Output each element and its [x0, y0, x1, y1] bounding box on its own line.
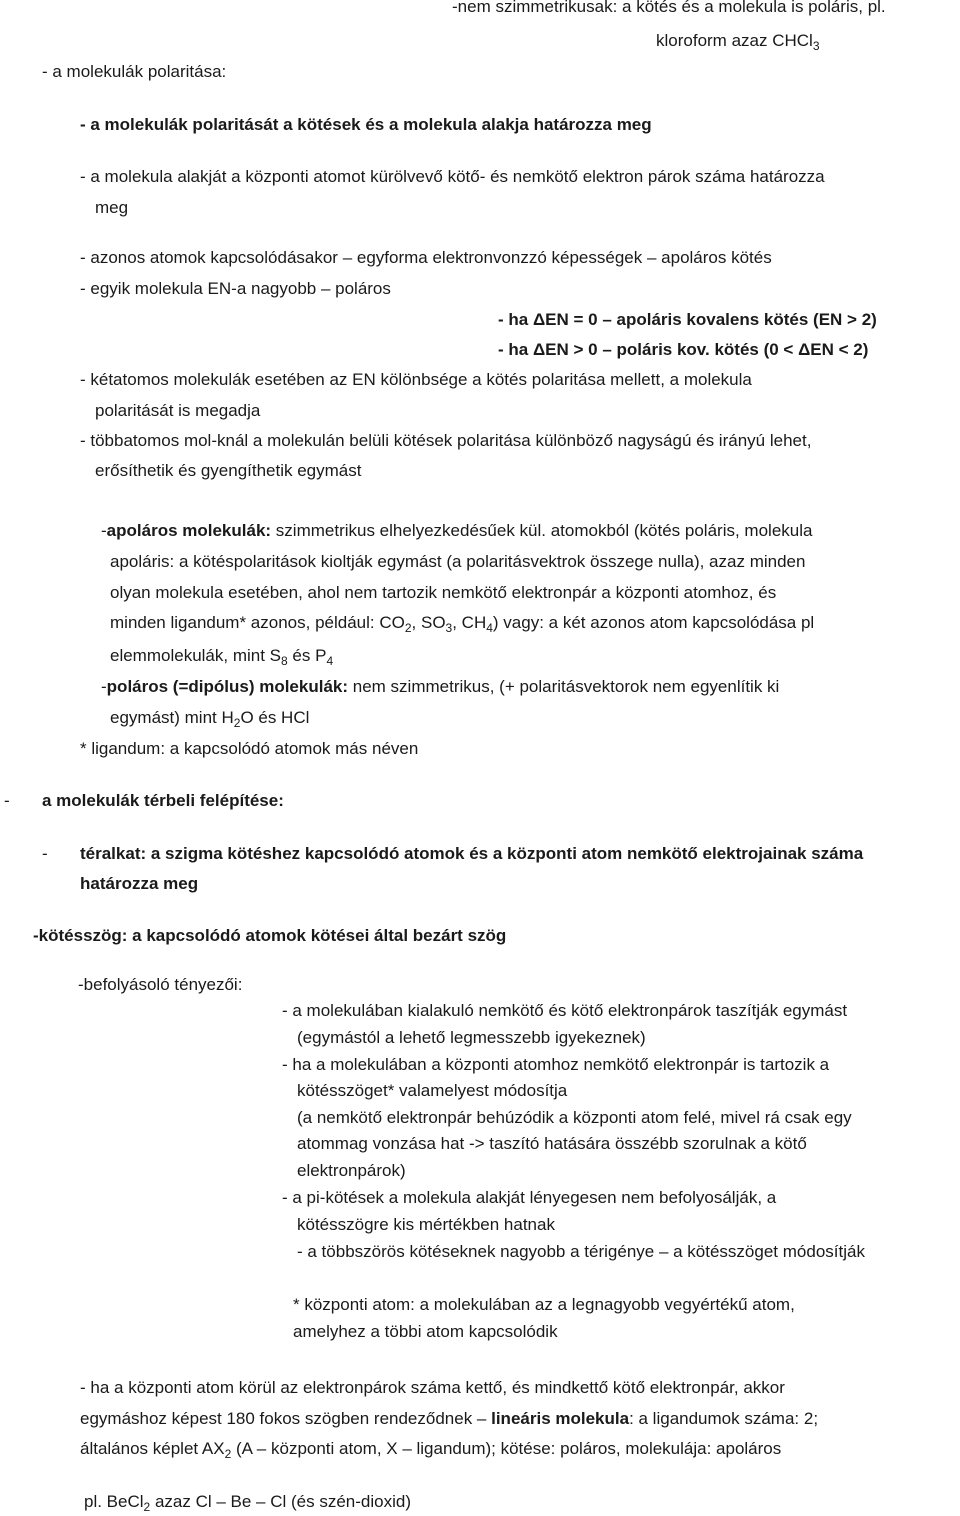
ligand-note: * ligandum: a kapcsolódó atomok más néven — [80, 739, 419, 758]
becl2-sub: 2 — [143, 1500, 151, 1514]
delta-zero-line: - ha ΔEN = 0 – apoláris kovalens kötés (EN > 2) — [498, 310, 877, 329]
apolar-line-3: olyan molekula esetében, ahol nem tartozik nemkötő elektronpár a központi atomhoz, és — [110, 583, 777, 602]
apolar-l5-sub1: 8 — [281, 654, 288, 668]
shape-line-1: - a molekula alakját a központi atomot kürölvevő kötő- és nemkötő elektron párok száma határozza — [80, 167, 825, 186]
nonsym-line-1: -nem szimmetrikusak: a kötés és a molekula is poláris, pl. — [452, 0, 886, 16]
apolar-l4-sub3: 4 — [486, 621, 493, 635]
apolar-l4-sub2: 3 — [445, 621, 453, 635]
polar-title: poláros (=dipólus) molekulák: — [106, 677, 349, 696]
apolar-title: apoláros molekulák: — [106, 521, 272, 540]
apolar-l4-a: minden ligandum* azonos, például: CO — [110, 613, 405, 632]
same-atoms-line: - azonos atomok kapcsolódásakor – egyforma elektronvonzzó képességek – apoláros kötés — [80, 248, 772, 267]
apolar-l4-b: , SO — [411, 613, 446, 632]
linear-molecule-term: lineáris molekula — [491, 1409, 630, 1428]
apolar-line-4 — [110, 612, 814, 634]
factor-1-line-2: (egymástól a lehető legmesszebb igyekeznek) — [297, 1028, 646, 1047]
diatomic-line-1: - kétatomos molekulák esetében az EN kölönbsége a kötés polaritása mellett, a molekula — [80, 370, 752, 389]
linear-l3-a: általános képlet AX — [80, 1439, 225, 1458]
teralkat-line-1: téralkat: a szigma kötéshez kapcsolódó atomok és a központi atom nemkötő elektrojainak száma — [80, 844, 864, 863]
apolar-line-2: apoláris: a kötéspolaritások kioltják egymást (a polaritásvektrok összege nulla), azaz minden — [110, 552, 806, 571]
spatial-dash: - — [4, 791, 10, 810]
bond-angle-line: -kötésszög: a kapcsolódó atomok kötései által bezárt szög — [33, 926, 507, 945]
factor-2-line-4: atommag vonzása hat -> taszító hatására összébb szorulnak a kötő — [297, 1134, 807, 1153]
becl2-a: pl. BeCl — [84, 1492, 144, 1511]
factor-2-line-3: (a nemkötő elektronpár behúzódik a központi atom felé, mivel rá csak egy — [297, 1108, 852, 1127]
chcl-subscript: 3 — [812, 39, 820, 53]
becl2-example — [84, 1491, 411, 1513]
polar-line-1-rest: nem szimmetrikus, (+ polaritásvektorok nem egyenlítik ki — [348, 677, 780, 696]
apolar-l4-d: ) vagy: a két azonos atom kapcsolódása pl — [492, 613, 815, 632]
factor-2-line-2: kötésszöget* valamelyest módosítja — [297, 1081, 568, 1100]
linear-line-3 — [80, 1438, 781, 1460]
factor-4-line-1: - a többszörös kötéseknek nagyobb a térigénye – a kötésszöget módosítják — [297, 1242, 865, 1261]
apolar-dash: - — [101, 521, 107, 540]
polyatomic-line-1: - többatomos mol-knál a molekulán belüli kötések polaritása különböző nagyságú és irányú lehet, — [80, 431, 812, 450]
linear-l3-sub: 2 — [224, 1447, 232, 1461]
diatomic-line-2: polaritását is megadja — [95, 401, 261, 420]
polar-dash: - — [101, 677, 107, 696]
one-larger-line: - egyik molekula EN-a nagyobb – poláros — [80, 279, 391, 298]
delta-pos-line: - ha ΔEN > 0 – poláris kov. kötés (0 < ΔEN < 2) — [498, 340, 869, 359]
linear-l3-b: (A – központi atom, X – ligandum); kötése: poláros, molekulája: apoláros — [231, 1439, 782, 1458]
factors-title: -befolyásoló tényezői: — [78, 975, 243, 994]
factor-2-line-1: - ha a molekulában a központi atomhoz nemkötő elektronpár is tartozik a — [282, 1055, 830, 1074]
linear-line-2 — [80, 1408, 818, 1430]
shape-line-2: meg — [95, 198, 129, 217]
apolar-l5-a: elemmolekulák, mint S — [110, 646, 282, 665]
teralkat-dash: - — [42, 844, 48, 863]
nonsym-line-2 — [656, 30, 820, 52]
linear-line-1: - ha a központi atom körül az elektronpárok száma kettő, és mindkettő kötő elektronpár, akkor — [80, 1378, 785, 1397]
factor-3-line-1: - a pi-kötések a molekula alakját lényegesen nem befolyosálják, a — [282, 1188, 777, 1207]
linear-l2-a: egymáshoz képest 180 fokos szögben rendeződnek – — [80, 1409, 492, 1428]
apolar-l4-c: , CH — [452, 613, 487, 632]
polyatomic-line-2: erősíthetik és gyengíthetik egymást — [95, 461, 362, 480]
central-atom-line-2: amelyhez a többi atom kapcsolódik — [293, 1322, 558, 1341]
becl2-b: azaz Cl – Be – Cl (és szén-dioxid) — [150, 1492, 411, 1511]
apolar-l5-b: és P — [287, 646, 327, 665]
spatial-title: a molekulák térbeli felépítése: — [42, 791, 284, 810]
polar-l2-b: O és HCl — [240, 708, 310, 727]
linear-l2-b: : a ligandumok száma: 2; — [629, 1409, 819, 1428]
polarity-label: - a molekulák polaritása: — [42, 62, 227, 81]
apolar-l5-sub2: 4 — [326, 654, 334, 668]
determined-by-line: - a molekulák polaritását a kötések és a molekula alakja határozza meg — [80, 115, 652, 134]
polar-l2-a: egymást) mint H — [110, 708, 234, 727]
chcl-text: kloroform azaz CHCl — [656, 31, 813, 50]
factor-3-line-2: kötésszögre kis mértékben hatnak — [297, 1215, 555, 1234]
polar-line-2 — [110, 707, 309, 729]
apolar-line-1-rest: szimmetrikus elhelyezkedésűek kül. atomokból (kötés poláris, molekula — [271, 521, 813, 540]
factor-1-line-1: - a molekulában kialakuló nemkötő és kötő elektronpárok taszítják egymást — [282, 1001, 848, 1020]
polar-line-1 — [101, 676, 779, 698]
teralkat-line-2: határozza meg — [80, 874, 199, 893]
apolar-line-5 — [110, 645, 333, 667]
polar-l2-sub: 2 — [233, 716, 241, 730]
central-atom-line-1: * központi atom: a molekulában az a legnagyobb vegyértékű atom, — [293, 1295, 795, 1314]
apolar-l4-sub1: 2 — [404, 621, 412, 635]
apolar-line-1 — [101, 520, 812, 542]
factor-2-line-5: elektronpárok) — [297, 1161, 406, 1180]
